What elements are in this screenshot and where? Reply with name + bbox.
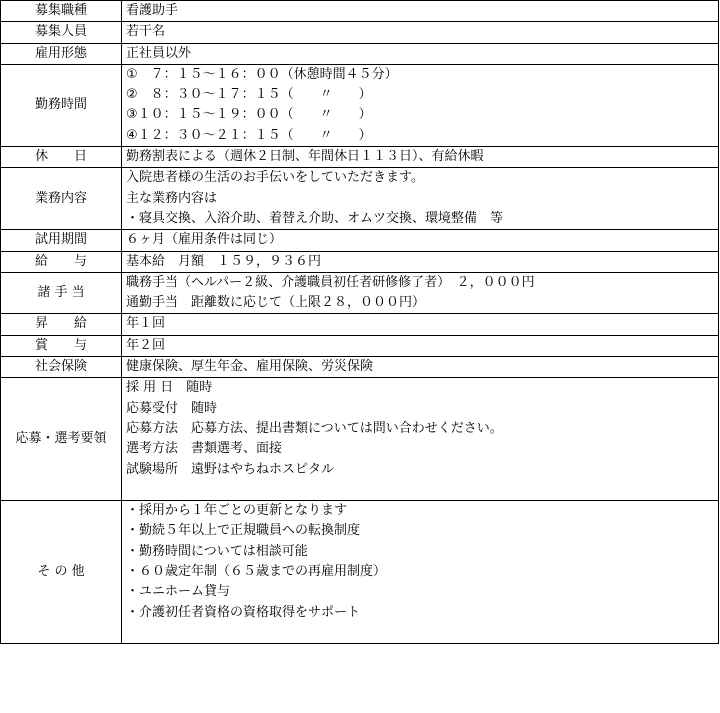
row-application (1, 378, 719, 501)
row-value (122, 378, 719, 501)
value-line: 入院患者様の生活のお手伝いをしていただきます。 (126, 170, 424, 186)
value-line: ・介護初任者資格の資格取得をサポート (126, 604, 361, 620)
value-line: ・勤続５年以上で正規職員への転換制度 (126, 523, 361, 539)
value-line: 試験場所 遠野はやちねホスピタル (126, 461, 335, 477)
row-label: 勤務時間 (1, 64, 122, 146)
row-duties (1, 168, 719, 230)
value-line: 応募受付 随時 (126, 400, 218, 416)
row-employment-type (1, 43, 719, 64)
row-working-hours (1, 64, 719, 146)
row-value (122, 272, 719, 314)
row-insurance (1, 357, 719, 378)
row-openings (1, 22, 719, 43)
row-label: 休 日 (1, 147, 122, 168)
row-value (122, 314, 719, 335)
row-label: 給 与 (1, 251, 122, 272)
value-line: ④１２：３０～２１：１５（ 〃 ） (126, 127, 372, 143)
row-label: 試用期間 (1, 230, 122, 251)
row-label: そ の 他 (1, 501, 122, 644)
row-other (1, 501, 719, 644)
row-raise (1, 314, 719, 335)
value-line: ① ７：１５～１６：００（休憩時間４５分） (126, 66, 398, 82)
value-line: ③１０：１５～１９：００（ 〃 ） (126, 107, 372, 123)
row-value (122, 168, 719, 230)
row-label: 昇 給 (1, 314, 122, 335)
value-line (126, 480, 714, 500)
row-label: 諸 手 当 (1, 272, 122, 314)
row-value (122, 501, 719, 644)
row-job-type (1, 1, 719, 22)
value-line: 基本給 月額 １５９，９３６円 (126, 253, 322, 269)
row-label: 募集人員 (1, 22, 122, 43)
value-line: 若干名 (126, 24, 166, 40)
row-value (122, 230, 719, 251)
row-value (122, 43, 719, 64)
row-bonus (1, 335, 719, 356)
value-line: 看護助手 (126, 3, 179, 18)
value-line: 職務手当（ヘルパー２級、介護職員初任者研修修了者） ２，０００円 (126, 274, 535, 290)
row-label: 応募・選考要領 (1, 378, 122, 501)
row-label: 雇用形態 (1, 43, 122, 64)
value-line: ６ヶ月（雇用条件は同じ） (126, 232, 283, 248)
row-allowances (1, 272, 719, 314)
row-value (122, 251, 719, 272)
row-value (122, 335, 719, 356)
row-holidays (1, 147, 719, 168)
value-line: ・寝具交換、入浴介助、着替え介助、オムツ交換、環境整備 等 (126, 210, 504, 226)
row-value (122, 1, 719, 22)
job-posting-table-body (1, 1, 719, 644)
row-label: 賞 与 (1, 335, 122, 356)
value-line (126, 623, 714, 643)
value-line: ・勤務時間については相談可能 (126, 543, 308, 559)
value-line: 正社員以外 (126, 45, 192, 61)
value-line: ② ８：３０～１７：１５（ 〃 ） (126, 87, 372, 103)
value-line: 選考方法 書類選考、面接 (126, 441, 283, 457)
value-line: ・ユニホーム貸与 (126, 584, 231, 600)
row-value (122, 357, 719, 378)
value-line: 主な業務内容は (126, 190, 218, 206)
row-salary (1, 251, 719, 272)
value-line: 健康保険、厚生年金、雇用保険、労災保険 (126, 359, 374, 375)
row-label: 業務内容 (1, 168, 122, 230)
row-label: 募集職種 (1, 1, 122, 22)
row-probation (1, 230, 719, 251)
value-line: 採 用 日 随時 (126, 380, 213, 396)
value-line: 年１回 (126, 316, 166, 332)
value-line: 年２回 (126, 337, 166, 353)
value-line: 通勤手当 距離数に応じて（上限２８，０００円） (126, 295, 426, 311)
row-label: 社会保険 (1, 357, 122, 378)
row-value (122, 22, 719, 43)
row-value (122, 64, 719, 146)
value-line: 応募方法 応募方法、提出書類については問い合わせください。 (126, 420, 503, 436)
value-line: ・採用から１年ごとの更新となります (126, 503, 348, 519)
value-line: 勤務割表による（週休２日制、年間休日１１３日）、有給休暇 (126, 149, 484, 165)
value-line: ・６０歳定年制（６５歳までの再雇用制度） (126, 564, 387, 580)
row-value (122, 147, 719, 168)
